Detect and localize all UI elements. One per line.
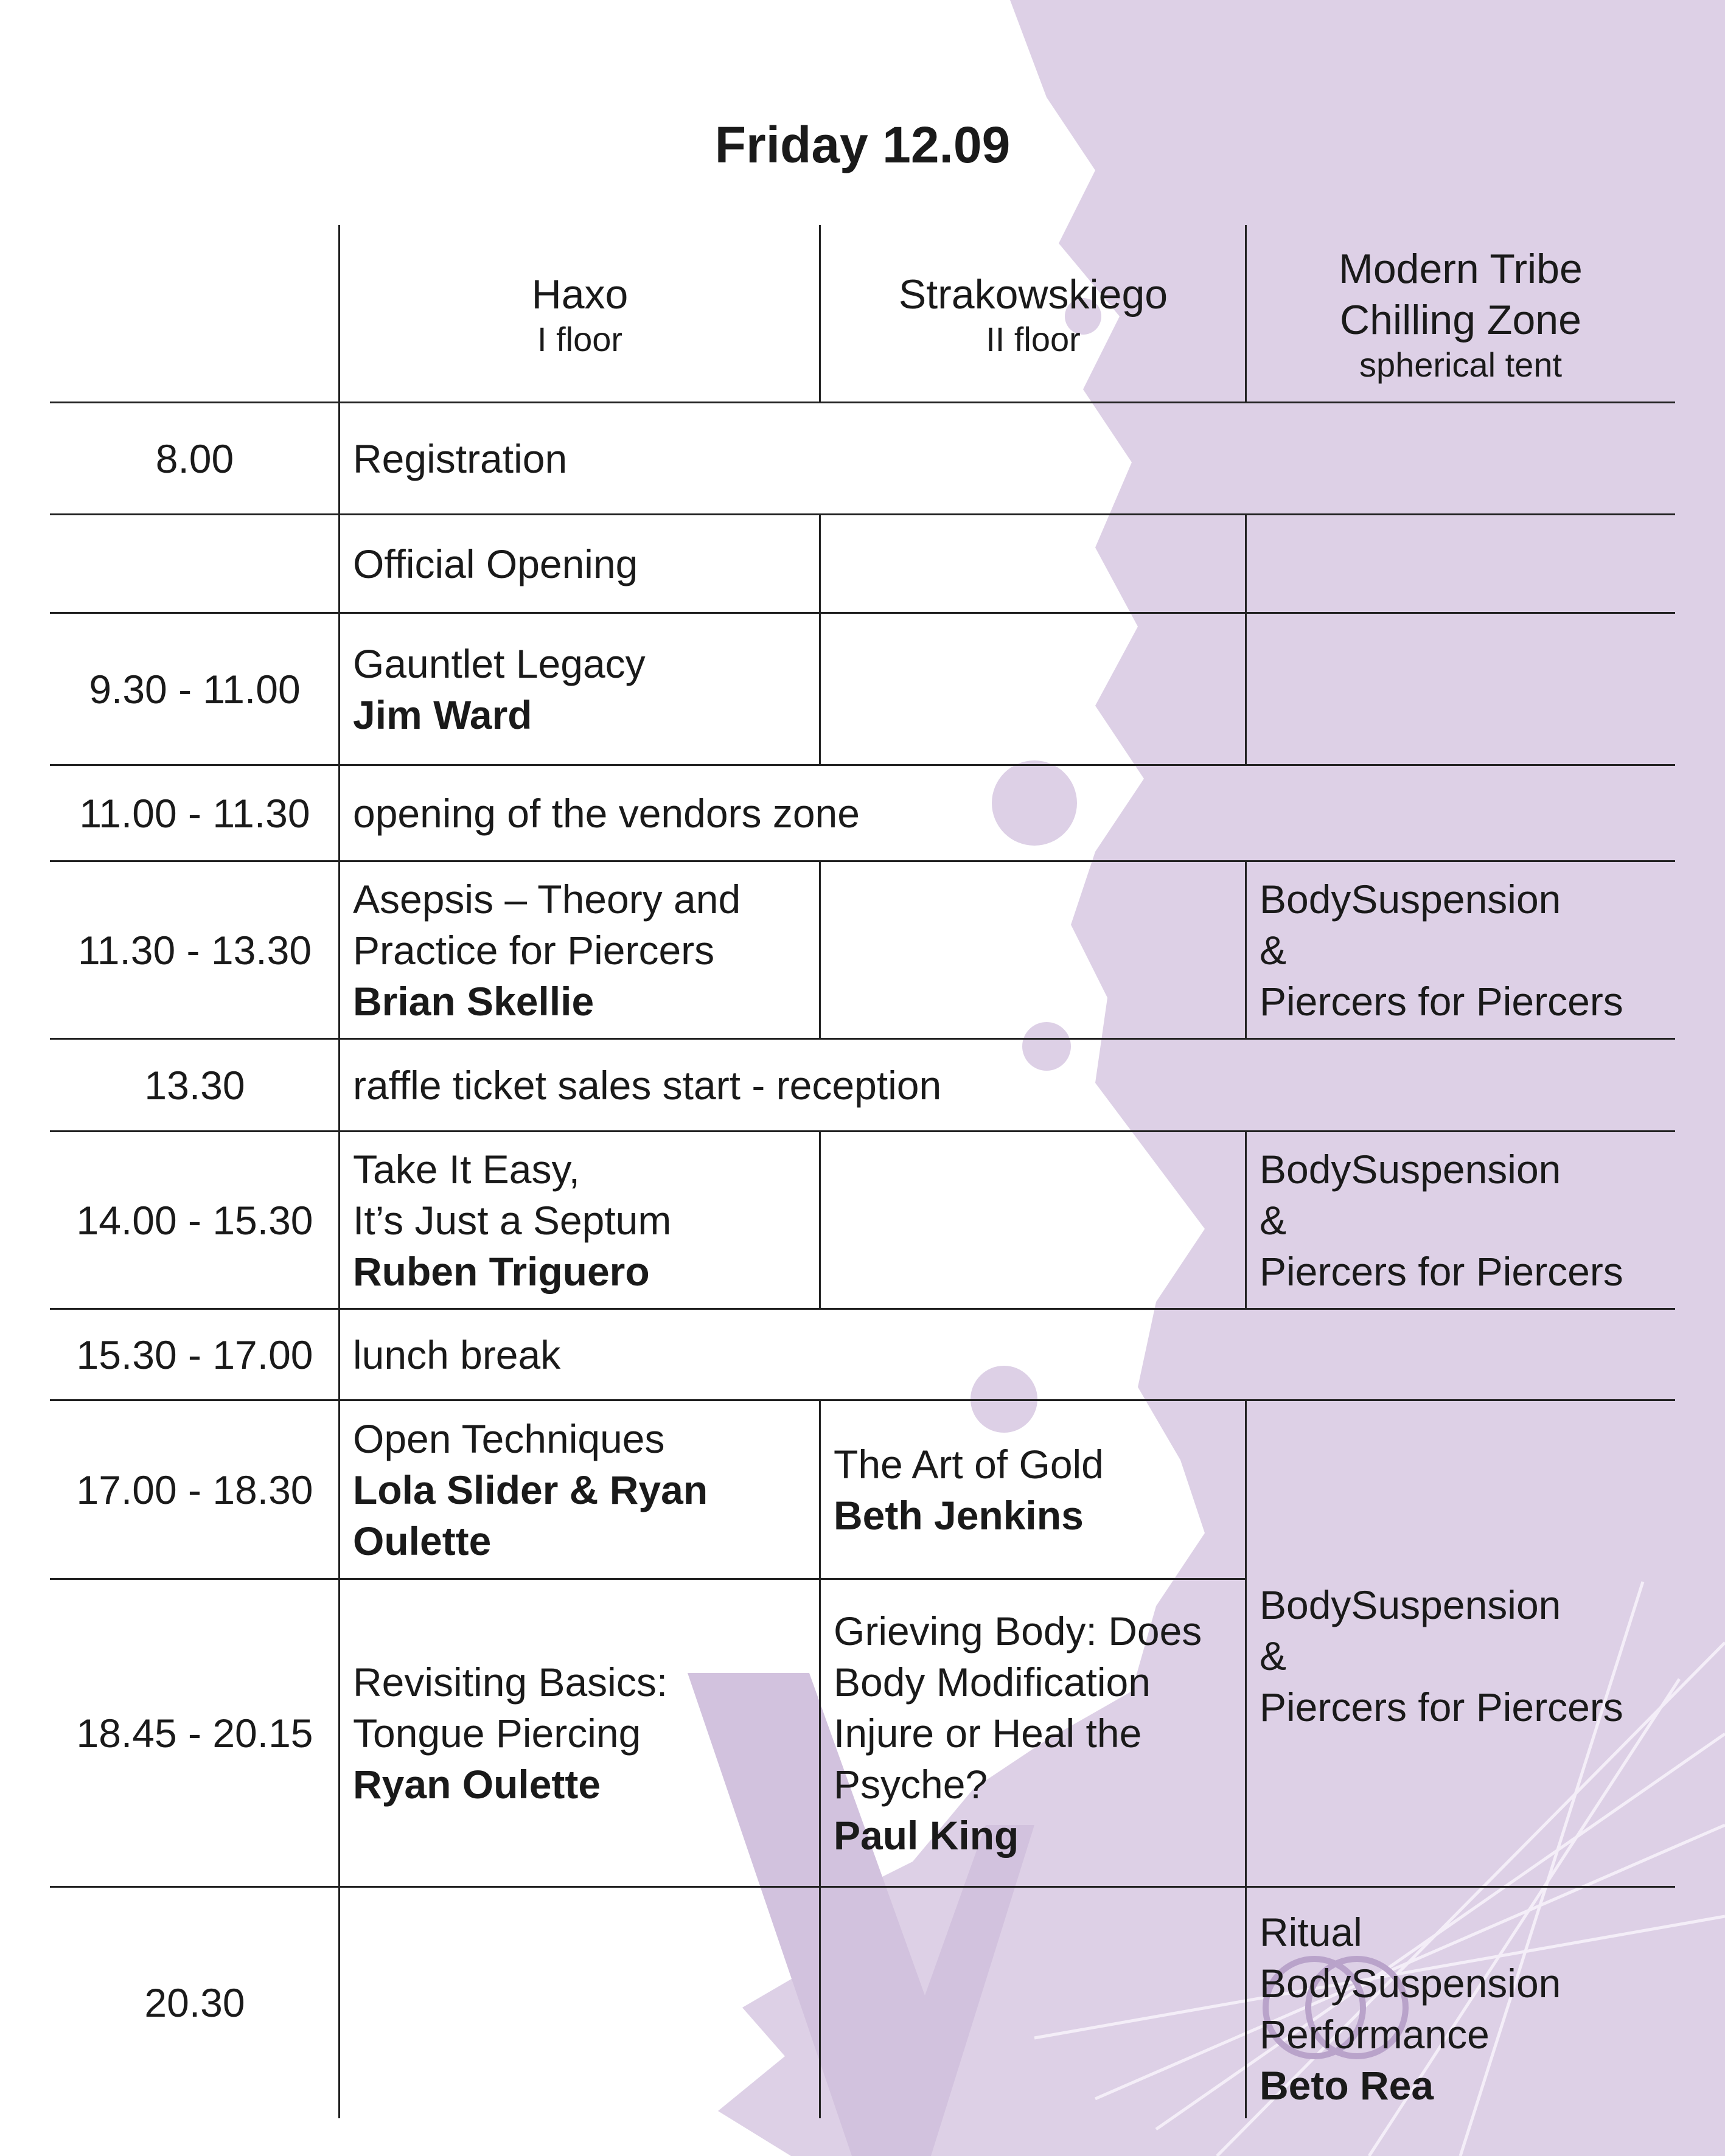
zone-session-cell: BodySuspension & Piercers for Piercers xyxy=(1260,877,1623,1024)
page-title: Friday 12.09 xyxy=(714,116,1011,173)
event-cell: Registration xyxy=(353,436,568,481)
time-cell: 18.45 - 20.15 xyxy=(76,1711,313,1756)
session-title: Grieving Body: Does xyxy=(834,1608,1202,1654)
zone-session-cell: BodySuspension & Piercers for Piercers xyxy=(1260,1582,1623,1730)
column-header-sub: spherical tent xyxy=(1359,346,1563,384)
session-title: The Art of Gold xyxy=(834,1442,1104,1487)
event-cell: raffle ticket sales start - reception xyxy=(353,1063,942,1108)
column-header-sub: II floor xyxy=(986,320,1081,358)
zone-session-cell: BodySuspension & Piercers for Piercers xyxy=(1260,1147,1623,1294)
time-cell: 15.30 - 17.00 xyxy=(76,1332,313,1377)
session-title: Open Techniques xyxy=(353,1416,665,1461)
session-title: Psyche? xyxy=(834,1762,988,1807)
speaker-name: Ruben Triguero xyxy=(353,1249,650,1294)
speaker-name: Beth Jenkins xyxy=(834,1493,1084,1538)
event-cell: lunch break xyxy=(353,1332,561,1377)
column-header-sub: I floor xyxy=(537,320,623,358)
column-header-name: Modern Tribe xyxy=(1339,246,1583,292)
event-cell: Official Opening xyxy=(353,541,638,586)
session-title: Body Modification xyxy=(834,1660,1151,1705)
speaker-name: Jim Ward xyxy=(353,692,532,737)
speaker-name: Lola Slider & Ryan xyxy=(353,1467,708,1512)
session-title: Tongue Piercing xyxy=(353,1711,641,1756)
column-header-modern-tribe xyxy=(1246,225,1675,403)
session-title: It’s Just a Septum xyxy=(353,1198,672,1243)
time-cell: 11.30 - 13.30 xyxy=(77,928,312,973)
time-cell: 11.00 - 11.30 xyxy=(79,791,310,836)
session-cell xyxy=(340,1400,820,1579)
column-header-name: Haxo xyxy=(531,271,629,318)
speaker-name: Brian Skellie xyxy=(353,979,594,1024)
zone-session-cell: Ritual BodySuspension Performance Beto Rea xyxy=(1246,1887,1675,2118)
time-cell xyxy=(50,515,340,613)
time-cell: 9.30 - 11.00 xyxy=(89,667,301,712)
speaker-name: Beto Rea xyxy=(1260,2063,1434,2108)
event-cell: opening of the vendors zone xyxy=(353,791,860,836)
session-cell xyxy=(820,1579,1246,1887)
session-title: Revisiting Basics: xyxy=(353,1660,668,1705)
session-cell xyxy=(340,613,820,765)
time-cell: 14.00 - 15.30 xyxy=(76,1198,313,1243)
speaker-name: Paul King xyxy=(834,1813,1019,1858)
session-cell xyxy=(340,861,820,1039)
time-cell: 13.30 xyxy=(144,1063,245,1108)
session-title: Gauntlet Legacy xyxy=(353,641,646,686)
time-cell: 17.00 - 18.30 xyxy=(76,1467,313,1512)
session-cell xyxy=(340,1132,820,1309)
column-header-strakowskiego xyxy=(820,225,1246,403)
speaker-name: Oulette xyxy=(353,1518,492,1563)
time-cell: 20.30 xyxy=(144,1980,245,2025)
column-header-name: Chilling Zone xyxy=(1340,297,1581,343)
session-title: Take It Easy, xyxy=(353,1147,580,1192)
session-title: Asepsis – Theory and xyxy=(353,877,741,922)
column-header-haxo xyxy=(340,225,820,403)
session-title: Practice for Piercers xyxy=(353,928,715,973)
time-cell: 8.00 xyxy=(155,436,234,481)
session-title: Injure or Heal the xyxy=(834,1711,1142,1756)
session-cell xyxy=(820,1400,1246,1579)
speaker-name: Ryan Oulette xyxy=(353,1762,601,1807)
column-header-name: Strakowskiego xyxy=(898,271,1168,318)
session-cell xyxy=(340,1579,820,1887)
